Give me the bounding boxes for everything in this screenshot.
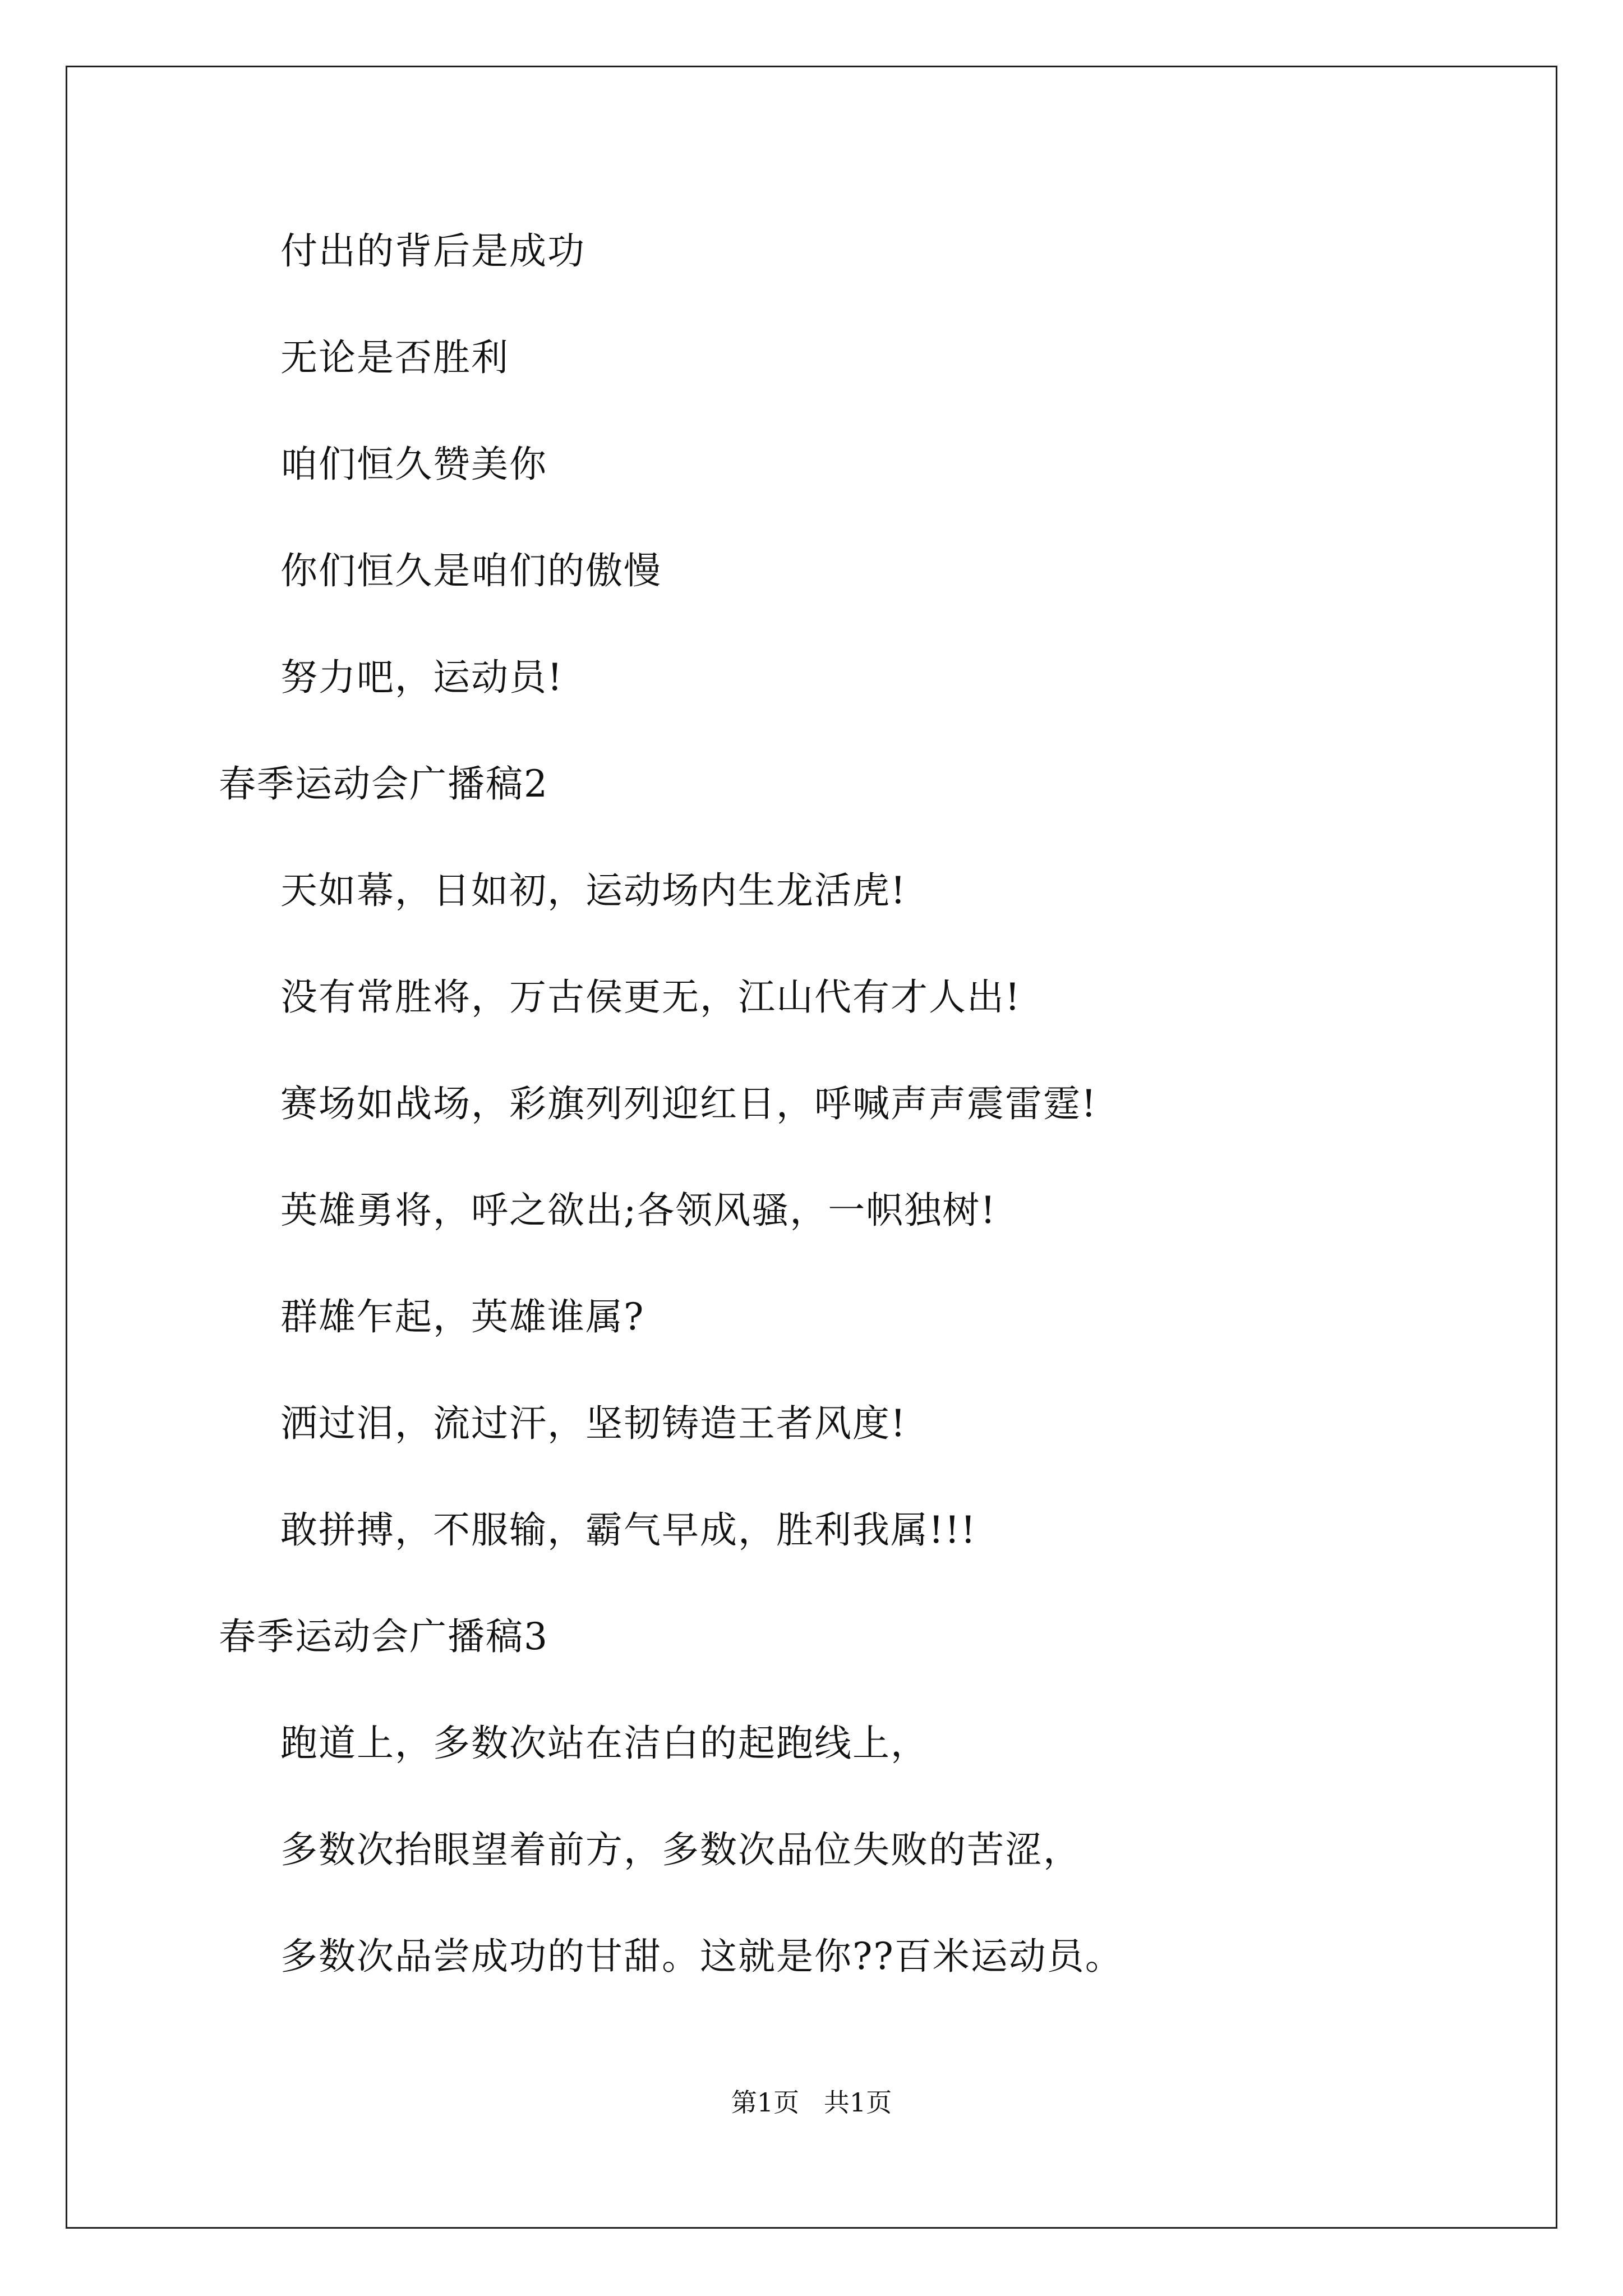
body-line: 赛场如战场，彩旗列列迎红日，呼喊声声震雷霆! <box>280 1082 1098 1125</box>
body-line: 无论是否胜利 <box>280 336 509 379</box>
body-line: 跑道上，多数次站在洁白的起跑线上， <box>280 1722 929 1765</box>
body-line: 多数次抬眼望着前方，多数次品位失败的苦涩， <box>280 1828 1081 1871</box>
section-heading: 春季运动会广播稿3 <box>219 1615 548 1658</box>
body-line: 多数次品尝成功的甘甜。这就是你??百米运动员。 <box>280 1935 1123 1978</box>
body-line: 英雄勇将，呼之欲出;各领风骚，一帜独树! <box>280 1189 997 1232</box>
body-line: 群雄乍起，英雄谁属? <box>280 1295 645 1338</box>
body-line: 努力吧，运动员! <box>280 656 564 699</box>
body-line: 洒过泪，流过汗，坚韧铸造王者风度! <box>280 1402 907 1445</box>
body-line: 咱们恒久赞美你 <box>280 443 547 486</box>
body-line: 你们恒久是咱们的傲慢 <box>280 549 662 592</box>
page-border <box>66 66 1557 2229</box>
section-heading: 春季运动会广播稿2 <box>219 762 548 806</box>
page-footer: 第1页 共1页 <box>731 2087 892 2118</box>
body-line: 天如幕，日如初，运动场内生龙活虎! <box>280 869 907 912</box>
body-line: 付出的背后是成功 <box>280 229 585 273</box>
body-line: 没有常胜将，万古侯更无，江山代有才人出! <box>280 976 1021 1019</box>
body-line: 敢拼搏，不服输，霸气早成，胜利我属!!! <box>280 1508 977 1552</box>
